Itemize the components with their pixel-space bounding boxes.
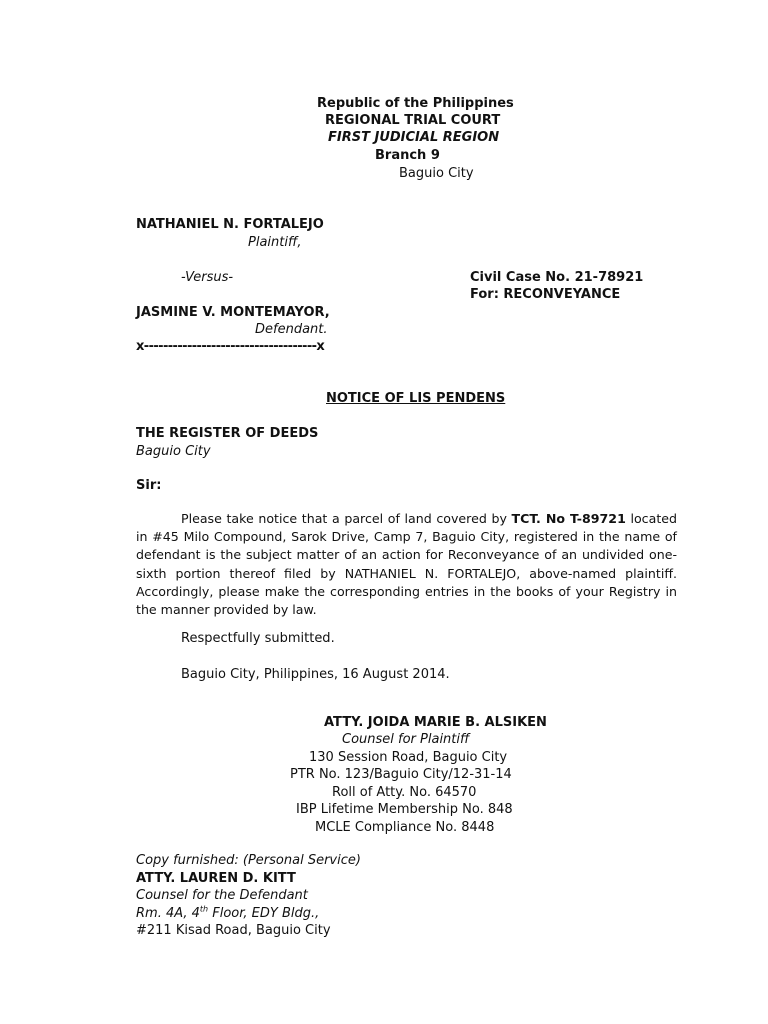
signatory-roll: Roll of Atty. No. 64570: [332, 785, 477, 800]
defendant-name: JASMINE V. MONTEMAYOR,: [136, 305, 330, 320]
signatory-role: Counsel for Plaintiff: [342, 732, 470, 747]
addressee-name: THE REGISTER OF DEEDS: [136, 426, 319, 441]
closing-line: Respectfully submitted.: [181, 631, 335, 646]
plaintiff-role: Plaintiff,: [248, 235, 302, 250]
signatory-ibp: IBP Lifetime Membership No. 848: [296, 802, 513, 817]
address-1-pre: Rm. 4A, 4: [136, 906, 200, 921]
copy-recipient-address-2: #211 Kisad Road, Baguio City: [136, 923, 331, 938]
addressee-place: Baguio City: [136, 444, 211, 459]
signatory-address: 130 Session Road, Baguio City: [309, 750, 508, 765]
signatory-mcle: MCLE Compliance No. 8448: [315, 820, 495, 835]
header-branch: Branch 9: [375, 148, 440, 163]
tct-number: TCT. No T-89721: [511, 511, 626, 526]
caption-separator: x------------------------------------x: [136, 339, 325, 354]
copy-recipient-role: Counsel for the Defendant: [136, 888, 308, 903]
civil-case-number: Civil Case No. 21-78921: [470, 270, 644, 285]
salutation: Sir:: [136, 478, 162, 493]
body-text-rest: located in #45 Milo Compound, Sarok Drive, Camp 7, Baguio City, registered in the name of defendant is the subject matter of an action for Reconveyance of an undivided one-sixth portion thereof filed by NATHANIEL N. FORTALEJO, above-named plaintiff. Accordingly, please make the corresponding entries in the books of your Registry in the manner provided by law.: [136, 511, 677, 618]
copy-furnished-label: Copy furnished: (Personal Service): [136, 853, 361, 868]
body-paragraph: [136, 510, 677, 619]
header-court: REGIONAL TRIAL COURT: [325, 113, 501, 128]
plaintiff-name: NATHANIEL N. FORTALEJO: [136, 217, 324, 232]
signatory-name: ATTY. JOIDA MARIE B. ALSIKEN: [324, 715, 547, 730]
header-republic: Republic of the Philippines: [317, 96, 514, 111]
signatory-ptr: PTR No. 123/Baguio City/12-31-14: [290, 767, 512, 782]
copy-recipient-name: ATTY. LAUREN D. KITT: [136, 871, 296, 886]
copy-recipient-address-1: [136, 905, 319, 923]
body-text-start: Please take notice that a parcel of land covered by: [181, 511, 512, 526]
header-city: Baguio City: [399, 166, 474, 181]
address-1-sup: th: [199, 904, 209, 914]
versus-label: -Versus-: [181, 270, 234, 285]
date-line: Baguio City, Philippines, 16 August 2014.: [181, 667, 450, 682]
address-1-post: Floor, EDY Bldg.,: [208, 906, 320, 921]
document-title: NOTICE OF LIS PENDENS: [326, 391, 506, 406]
case-for: For: RECONVEYANCE: [470, 287, 621, 302]
header-region: FIRST JUDICIAL REGION: [328, 130, 500, 145]
defendant-role: Defendant.: [255, 322, 328, 337]
